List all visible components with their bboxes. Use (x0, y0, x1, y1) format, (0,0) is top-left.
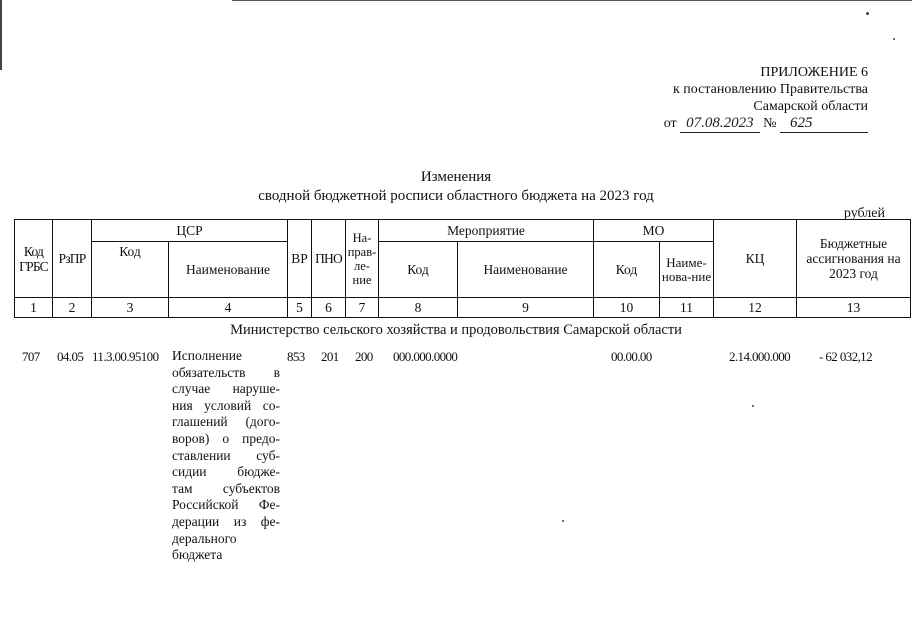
desc-line: воров) о предо- (172, 430, 280, 446)
cell-vr: 853 (287, 349, 305, 364)
column-number: 10 (594, 298, 660, 318)
column-number: 8 (379, 298, 458, 318)
desc-line: ставлении суб- (172, 447, 280, 463)
column-number: 11 (660, 298, 714, 318)
column-number-row (15, 298, 911, 318)
appendix-title: ПРИЛОЖЕНИЕ 6 (760, 65, 868, 80)
desc-line: бюджета (172, 547, 223, 563)
header-csr: ЦСР (92, 220, 288, 242)
cell-mo-kod: 00.00.00 (611, 349, 652, 364)
document-title (0, 168, 912, 206)
column-number: 3 (92, 298, 169, 318)
scan-speck (752, 405, 754, 407)
approval-date: 07.08.2023 (680, 115, 760, 133)
header-vr: ВР (288, 220, 312, 298)
header-mo-name: Наиме-нова-ние (660, 242, 714, 298)
header-mo-kod: Код (594, 242, 660, 298)
header-kod-grbs: Код ГРБС (15, 220, 53, 298)
approval-block (628, 64, 868, 133)
appendix-line-3: Самарской области (753, 99, 868, 114)
column-number: 4 (169, 298, 288, 318)
desc-line: Исполнение (172, 348, 242, 363)
cell-event-kod: 000.000.0000 (393, 349, 458, 364)
desc-line: дерального (172, 530, 237, 546)
desc-line: случае наруше- (172, 381, 280, 397)
number-prefix: № (763, 116, 777, 131)
cell-direction: 200 (355, 349, 373, 364)
appendix-date-line (628, 115, 868, 133)
approval-number: 625 (780, 115, 868, 133)
scan-edge-left (0, 0, 2, 70)
title-line-1: Изменения (420, 169, 492, 185)
scan-edge-line (232, 0, 912, 1)
scan-speck (866, 12, 869, 15)
header-event-kod: Код (379, 242, 458, 298)
header-rzpr: РзПР (53, 220, 92, 298)
cell-csr-kod: 11.3.00.95100 (92, 349, 159, 364)
cell-grbs: 707 (22, 349, 40, 364)
header-event-name: Наименование (458, 242, 594, 298)
cell-rzpr: 04.05 (57, 349, 84, 364)
title-line-2: сводной бюджетной росписи областного бюджета на 2023 год (258, 188, 654, 204)
cell-csr-name (172, 348, 280, 564)
scan-speck (562, 520, 564, 522)
desc-line: там субъектов (172, 480, 280, 496)
header-pno: ПНО (312, 220, 346, 298)
column-number: 7 (346, 298, 379, 318)
desc-line: обязательств в (172, 364, 280, 380)
header-direction: На-прав-ле-ние (346, 220, 379, 298)
budget-table-header (14, 219, 911, 318)
desc-line: глашений (дого- (172, 414, 280, 430)
column-number: 5 (288, 298, 312, 318)
ministry-section-title: Министерство сельского хозяйства и продовольствия Самарской области (230, 322, 682, 338)
cell-pno: 201 (321, 349, 339, 364)
appendix-line-2: к постановлению Правительства (672, 82, 868, 97)
header-event: Мероприятие (379, 220, 594, 242)
column-number: 6 (312, 298, 346, 318)
units-label: рублей (843, 206, 885, 221)
date-prefix: от (663, 116, 677, 131)
scan-speck (893, 38, 895, 40)
column-number: 13 (797, 298, 911, 318)
cell-amount: - 62 032,12 (819, 349, 872, 364)
cell-kc: 2.14.000.000 (729, 349, 791, 364)
header-mo: МО (594, 220, 714, 242)
column-number: 1 (15, 298, 53, 318)
column-number: 12 (714, 298, 797, 318)
desc-line: ния условий со- (172, 397, 280, 413)
column-number: 2 (53, 298, 92, 318)
desc-line: дерации из фе- (172, 513, 280, 529)
desc-line: Российской Фе- (172, 497, 280, 513)
header-csr-name: Наименование (169, 242, 288, 298)
desc-line: сидии бюдже- (172, 464, 280, 480)
column-number: 9 (458, 298, 594, 318)
header-allocations: Бюджетные ассигнования на 2023 год (797, 220, 911, 298)
header-kc: КЦ (714, 220, 797, 298)
header-csr-kod: Код (92, 242, 169, 298)
